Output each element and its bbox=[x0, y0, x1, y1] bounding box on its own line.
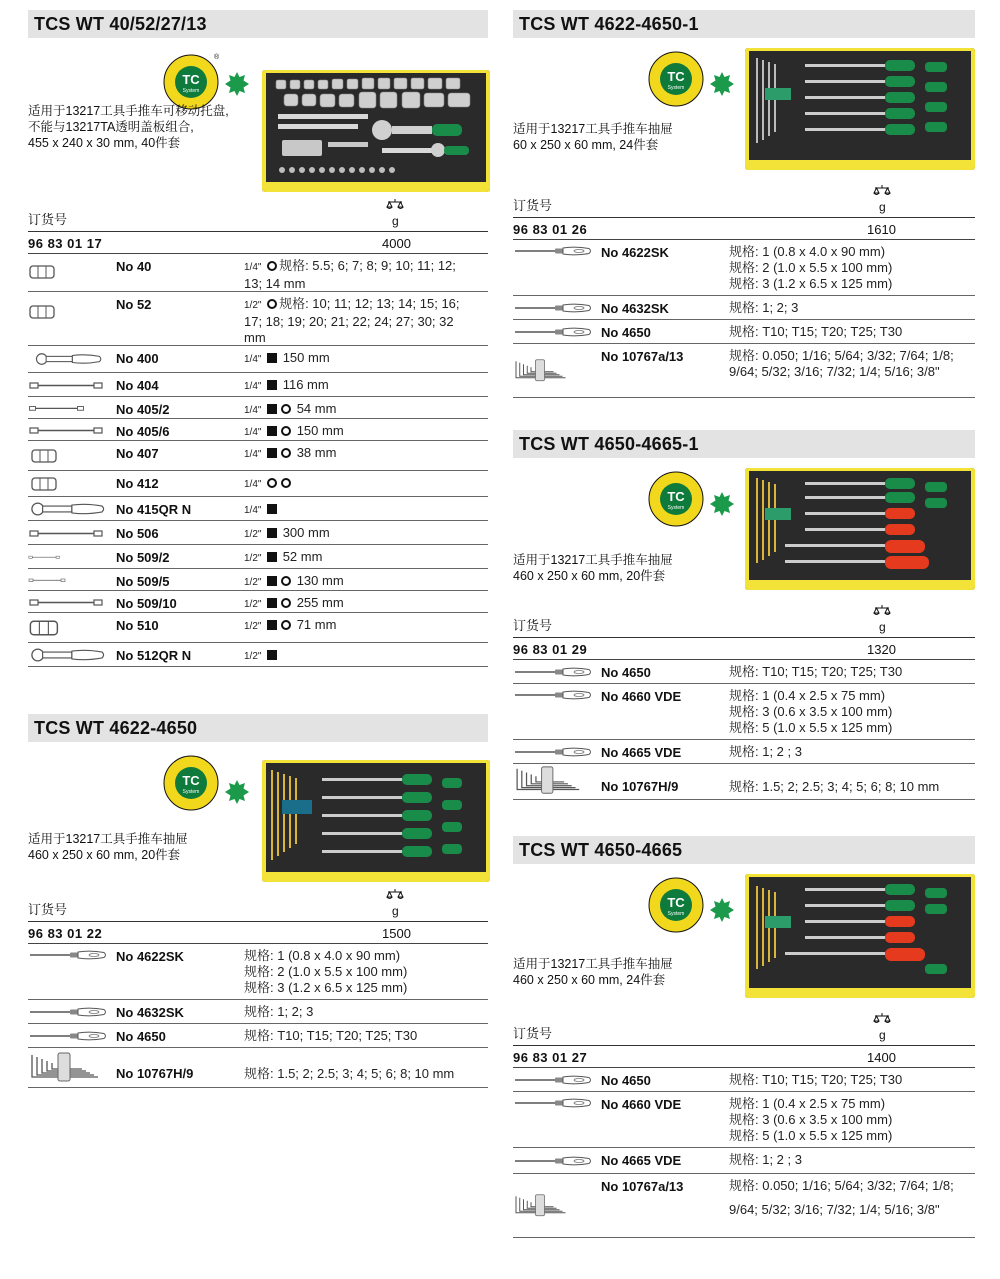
item-spec: 1/2" 52 mm bbox=[244, 549, 323, 564]
order-number-label: 订货号 bbox=[28, 902, 68, 917]
item-spec-line: 规格: T10; T15; T20; T25; T30 bbox=[729, 324, 903, 339]
weight-unit: g bbox=[392, 214, 399, 228]
list-item bbox=[28, 569, 488, 591]
order-number-label: 订货号 bbox=[513, 198, 553, 213]
unit-row bbox=[513, 1006, 975, 1046]
item-spec bbox=[729, 664, 902, 680]
hex-key-set-icon bbox=[28, 1051, 108, 1085]
weight-scale-icon bbox=[386, 198, 404, 212]
set-intro bbox=[28, 742, 488, 882]
item-spec: 1/2" 255 mm bbox=[244, 595, 344, 610]
badge-text: TC bbox=[182, 72, 200, 87]
list-item bbox=[513, 320, 975, 344]
item-name: No 412 bbox=[116, 476, 159, 491]
list-item bbox=[28, 441, 488, 471]
svg-text:®: ® bbox=[214, 54, 220, 61]
item-spec-line: 规格: 3 (1.2 x 6.5 x 125 mm) bbox=[729, 276, 893, 291]
unit-row bbox=[513, 178, 975, 218]
item-name: No 404 bbox=[116, 378, 159, 393]
set-title: TCS WT 40/52/27/13 bbox=[28, 10, 488, 38]
item-name: No 509/5 bbox=[116, 574, 170, 589]
list-item bbox=[513, 740, 975, 764]
item-name: No 4660 VDE bbox=[601, 689, 682, 704]
item-name: No 4665 VDE bbox=[601, 1153, 682, 1168]
t-bar-icon bbox=[28, 528, 108, 538]
order-row bbox=[28, 922, 488, 944]
item-spec-line: 规格: 2 (1.0 x 5.5 x 100 mm) bbox=[729, 260, 893, 275]
set-section-tcs-wt-4650-4665-1 bbox=[513, 430, 975, 800]
item-spec-line: 13; 14 mm bbox=[244, 276, 306, 291]
t-bar-icon bbox=[28, 380, 108, 390]
item-name: No 407 bbox=[116, 446, 159, 461]
item-spec-line: 52 mm bbox=[282, 549, 323, 564]
item-spec-line: 规格: T10; T15; T20; T25; T30 bbox=[729, 1072, 903, 1087]
list-item bbox=[513, 764, 975, 800]
item-spec: 1/4" bbox=[244, 501, 279, 519]
screwdriver-icon bbox=[513, 327, 593, 337]
weight-scale-icon bbox=[873, 184, 891, 198]
screwdriver-icon bbox=[513, 303, 593, 313]
item-spec: 1/4" 54 mm bbox=[244, 401, 337, 416]
set-title: TCS WT 4650-4665 bbox=[513, 836, 975, 864]
vde-screwdriver-icon bbox=[513, 747, 593, 757]
weight-value: 1610 bbox=[867, 222, 896, 237]
set-description bbox=[513, 552, 743, 584]
item-name: No 10767H/9 bbox=[601, 779, 679, 794]
set-intro bbox=[513, 458, 975, 598]
screwdriver-icon bbox=[513, 246, 593, 256]
ratchet-icon bbox=[28, 647, 106, 663]
set-section-tcs-wt-4650-4665 bbox=[513, 836, 975, 1238]
item-spec: 1/4" 150 mm bbox=[244, 423, 344, 438]
desc-line: 不能与13217TA透明盖板组合, bbox=[28, 120, 194, 134]
item-spec-line: mm bbox=[244, 330, 266, 345]
item-spec-line: 规格: 1; 2; 3 bbox=[729, 300, 799, 315]
list-item bbox=[513, 660, 975, 684]
item-name: No 415QR N bbox=[116, 502, 192, 517]
list-item bbox=[28, 591, 488, 613]
item-spec bbox=[729, 1178, 954, 1218]
item-name: No 40 bbox=[116, 259, 152, 274]
set-description bbox=[28, 831, 258, 863]
extension-bar-icon bbox=[28, 403, 88, 413]
green-star-icon bbox=[709, 897, 735, 923]
weight-unit: g bbox=[879, 620, 886, 634]
order-row bbox=[513, 1046, 975, 1068]
weight-scale-icon bbox=[386, 888, 404, 902]
vde-screwdriver-icon bbox=[513, 1156, 593, 1166]
set-description bbox=[513, 121, 743, 153]
item-spec: 1/4" 116 mm bbox=[244, 377, 329, 392]
item-spec-line: 150 mm bbox=[282, 350, 330, 365]
set-title: TCS WT 4622-4650 bbox=[28, 714, 488, 742]
item-spec-line: 规格: 3 (0.6 x 3.5 x 100 mm) bbox=[729, 1112, 893, 1127]
extension-bar-icon bbox=[28, 425, 108, 435]
tray-photo bbox=[262, 70, 490, 192]
list-item bbox=[513, 1092, 975, 1148]
item-spec-line: 规格: 1.5; 2; 2.5; 3; 4; 5; 6; 8; 10 mm bbox=[244, 1066, 455, 1081]
list-item bbox=[28, 944, 488, 1000]
item-spec-line: 38 mm bbox=[296, 445, 337, 460]
tc-system-badge-icon bbox=[647, 876, 705, 934]
item-spec: 1/2" 规格: 10; 11; 12; 13; 14; 15; 16; 17; 18; 19; 20; 21; 22; 24; 27; 30; 32 mm bbox=[244, 296, 460, 345]
item-spec-line: 17; 18; 19; 20; 21; 22; 24; 27; 30; 32 bbox=[244, 314, 454, 329]
item-spec-line: 规格: 10; 11; 12; 13; 14; 15; 16; bbox=[279, 296, 460, 311]
badge-sub: System bbox=[667, 911, 685, 917]
item-name: No 10767a/13 bbox=[601, 1179, 684, 1194]
order-row bbox=[28, 232, 488, 254]
badge-sub: System bbox=[667, 85, 685, 91]
item-spec-line: 150 mm bbox=[296, 423, 344, 438]
item-name: No 510 bbox=[116, 618, 159, 633]
item-spec bbox=[729, 1152, 802, 1168]
item-spec-line: 规格: 0.050; 1/16; 5/64; 3/32; 7/64; 1/8; bbox=[729, 348, 954, 363]
tc-system-badge-icon bbox=[647, 50, 705, 108]
set-title: TCS WT 4650-4665-1 bbox=[513, 430, 975, 458]
list-item bbox=[513, 240, 975, 296]
desc-line: 460 x 250 x 60 mm, 20件套 bbox=[513, 569, 666, 583]
item-spec-line: 规格: 1 (0.8 x 4.0 x 90 mm) bbox=[244, 948, 401, 963]
extension-bar-icon bbox=[28, 597, 108, 607]
item-spec-line: 255 mm bbox=[296, 595, 344, 610]
list-item bbox=[28, 643, 488, 667]
desc-line: 60 x 250 x 60 mm, 24件套 bbox=[513, 138, 659, 152]
item-spec-line: 规格: 5 (1.0 x 5.5 x 125 mm) bbox=[729, 720, 893, 735]
set-intro bbox=[28, 38, 488, 192]
item-spec-line: 71 mm bbox=[296, 617, 337, 632]
order-number: 96 83 01 26 bbox=[513, 222, 588, 237]
item-name: No 4650 bbox=[601, 1073, 651, 1088]
tray-photo bbox=[745, 468, 975, 590]
screwdriver-icon bbox=[513, 1075, 593, 1085]
item-spec-line: 116 mm bbox=[282, 377, 329, 392]
badge-sub: System bbox=[667, 505, 685, 511]
list-item bbox=[28, 1048, 488, 1088]
item-spec-line: 54 mm bbox=[296, 401, 337, 416]
tray-photo bbox=[745, 874, 975, 998]
ratchet-icon bbox=[28, 501, 106, 517]
desc-line: 适用于13217工具手推车抽屉 bbox=[513, 957, 673, 971]
item-name: No 4622SK bbox=[116, 949, 184, 964]
item-spec-line: 规格: 1 (0.8 x 4.0 x 90 mm) bbox=[729, 244, 886, 259]
item-spec bbox=[244, 1004, 313, 1020]
item-name: No 4632SK bbox=[601, 301, 669, 316]
order-number: 96 83 01 29 bbox=[513, 642, 588, 657]
item-spec bbox=[729, 300, 798, 316]
item-name: No 405/2 bbox=[116, 402, 170, 417]
order-number: 96 83 01 22 bbox=[28, 926, 103, 941]
order-number: 96 83 01 27 bbox=[513, 1050, 588, 1065]
list-item bbox=[28, 1024, 488, 1048]
item-spec-line: 规格: 3 (1.2 x 6.5 x 125 mm) bbox=[244, 980, 408, 995]
list-item bbox=[513, 684, 975, 740]
item-name: No 4660 VDE bbox=[601, 1097, 682, 1112]
order-number: 96 83 01 17 bbox=[28, 236, 103, 251]
list-item bbox=[513, 1174, 975, 1238]
badge-text: TC bbox=[667, 489, 685, 504]
list-item bbox=[28, 471, 488, 497]
tray-photo bbox=[262, 760, 490, 882]
badge-sub: System bbox=[182, 88, 200, 94]
screwdriver-icon bbox=[28, 1031, 108, 1041]
green-star-icon bbox=[709, 491, 735, 517]
item-spec bbox=[244, 948, 407, 996]
list-item bbox=[28, 419, 488, 441]
item-spec-line: 规格: 2 (1.0 x 5.5 x 100 mm) bbox=[244, 964, 408, 979]
item-name: No 4632SK bbox=[116, 1005, 184, 1020]
adaptor-icon bbox=[28, 476, 62, 492]
item-spec bbox=[729, 348, 954, 380]
weight-value: 1320 bbox=[867, 642, 896, 657]
list-item bbox=[28, 292, 488, 346]
item-spec-line: 规格: 5 (1.0 x 5.5 x 125 mm) bbox=[729, 1128, 893, 1143]
screwdriver-icon bbox=[513, 667, 593, 677]
set-intro bbox=[513, 38, 975, 178]
item-name: No 10767a/13 bbox=[601, 349, 684, 364]
item-spec-line: 9/64; 5/32; 3/16; 7/32; 1/4; 5/16; 3/8" bbox=[729, 364, 940, 379]
hex-key-set-icon bbox=[513, 354, 573, 388]
order-number-label: 订货号 bbox=[513, 1026, 553, 1041]
item-name: No 4650 bbox=[601, 665, 651, 680]
set-section-tcs-wt-4622-4650 bbox=[28, 714, 488, 1088]
item-spec: 1/4" 150 mm bbox=[244, 350, 330, 365]
item-name: No 4650 bbox=[116, 1029, 166, 1044]
vde-screwdriver-icon bbox=[513, 1098, 593, 1108]
item-spec: 1/4" 38 mm bbox=[244, 445, 337, 460]
set-intro bbox=[513, 864, 975, 1006]
list-item bbox=[28, 254, 488, 292]
item-spec bbox=[729, 779, 939, 795]
list-item bbox=[28, 373, 488, 397]
item-spec bbox=[244, 1028, 417, 1044]
item-spec-line: 规格: 5.5; 6; 7; 8; 9; 10; 11; 12; bbox=[279, 258, 456, 273]
weight-unit: g bbox=[879, 1028, 886, 1042]
list-item bbox=[513, 296, 975, 320]
item-spec-line: 300 mm bbox=[282, 525, 330, 540]
item-spec-line: 130 mm bbox=[296, 573, 344, 588]
weight-unit: g bbox=[879, 200, 886, 214]
list-item bbox=[28, 613, 488, 643]
item-spec: 1/4" bbox=[244, 475, 293, 493]
item-spec: 1/2" 130 mm bbox=[244, 573, 344, 588]
extension-bar-icon bbox=[28, 552, 62, 562]
badge-text: TC bbox=[182, 773, 200, 788]
set-description bbox=[28, 103, 258, 151]
list-item bbox=[513, 344, 975, 398]
hex-key-set-icon bbox=[513, 765, 589, 797]
unit-row bbox=[28, 192, 488, 232]
item-name: No 10767H/9 bbox=[116, 1066, 194, 1081]
item-spec: 1/4" 规格: 5.5; 6; 7; 8; 9; 10; 11; 12; 13; 14 mm bbox=[244, 258, 456, 291]
item-spec-line: 规格: 3 (0.6 x 3.5 x 100 mm) bbox=[729, 704, 893, 719]
left-column bbox=[28, 10, 488, 1081]
tc-system-badge-icon bbox=[647, 470, 705, 528]
extension-bar-icon bbox=[28, 575, 68, 585]
screwdriver-icon bbox=[28, 950, 108, 960]
item-spec bbox=[729, 744, 802, 760]
socket-icon bbox=[28, 304, 58, 320]
item-spec bbox=[729, 1072, 902, 1088]
weight-value: 1400 bbox=[867, 1050, 896, 1065]
item-name: No 52 bbox=[116, 297, 152, 312]
hex-key-set-icon bbox=[513, 1188, 573, 1224]
green-star-icon bbox=[709, 71, 735, 97]
set-section-tcs-wt-4622-4650-1 bbox=[513, 10, 975, 398]
item-spec-line: 规格: 0.050; 1/16; 5/64; 3/32; 7/64; 1/8; bbox=[729, 1178, 954, 1193]
item-spec: 1/2" bbox=[244, 647, 279, 665]
badge-text: TC bbox=[667, 895, 685, 910]
item-spec-line: 规格: 1; 2 ; 3 bbox=[729, 1152, 802, 1167]
list-item bbox=[28, 521, 488, 545]
desc-line: 适用于13217工具手推车抽屉 bbox=[513, 122, 673, 136]
tc-system-badge-icon bbox=[162, 754, 220, 812]
item-spec-line: 规格: 1.5; 2; 2.5; 3; 4; 5; 6; 8; 10 mm bbox=[729, 779, 940, 794]
item-spec bbox=[729, 688, 892, 736]
item-spec-line: 规格: T10; T15; T20; T25; T30 bbox=[244, 1028, 418, 1043]
desc-line: 460 x 250 x 60 mm, 24件套 bbox=[513, 973, 666, 987]
weight-value: 1500 bbox=[382, 926, 411, 941]
desc-line: 适用于13217工具手推车抽屉 bbox=[28, 832, 188, 846]
item-spec-line: 规格: T10; T15; T20; T25; T30 bbox=[729, 664, 903, 679]
item-spec bbox=[729, 324, 902, 340]
set-section-tcs-wt-40-52-27-13 bbox=[28, 10, 488, 694]
green-star-icon bbox=[224, 71, 250, 97]
order-row bbox=[513, 218, 975, 240]
item-spec-line: 规格: 1; 2 ; 3 bbox=[729, 744, 802, 759]
universal-joint-icon bbox=[28, 619, 62, 637]
order-row bbox=[513, 638, 975, 660]
item-spec-line: 规格: 1; 2; 3 bbox=[244, 1004, 314, 1019]
unit-row bbox=[513, 598, 975, 638]
item-spec: 1/2" 300 mm bbox=[244, 525, 330, 540]
universal-joint-icon bbox=[28, 448, 62, 464]
list-item bbox=[28, 545, 488, 569]
desc-line: 455 x 240 x 30 mm, 40件套 bbox=[28, 136, 181, 150]
green-star-icon bbox=[224, 779, 250, 805]
item-spec bbox=[244, 1066, 454, 1082]
weight-value: 4000 bbox=[382, 236, 411, 251]
item-name: No 509/10 bbox=[116, 596, 177, 611]
desc-line: 适用于13217工具手推车抽屉 bbox=[513, 553, 673, 567]
badge-text: TC bbox=[667, 69, 685, 84]
list-item bbox=[28, 346, 488, 373]
item-spec bbox=[729, 1096, 892, 1144]
socket-icon bbox=[28, 264, 58, 280]
order-number-label: 订货号 bbox=[513, 618, 553, 633]
weight-scale-icon bbox=[873, 604, 891, 618]
item-name: No 509/2 bbox=[116, 550, 170, 565]
unit-row bbox=[28, 882, 488, 922]
item-spec-line: 规格: 1 (0.4 x 2.5 x 75 mm) bbox=[729, 688, 886, 703]
item-name: No 506 bbox=[116, 526, 159, 541]
desc-line: 适用于13217工具手推车可移动托盘, bbox=[28, 104, 229, 118]
item-name: No 4622SK bbox=[601, 245, 669, 260]
tray-photo bbox=[745, 48, 975, 170]
item-name: No 405/6 bbox=[116, 424, 170, 439]
screwdriver-icon bbox=[28, 1007, 108, 1017]
item-name: No 512QR N bbox=[116, 648, 192, 663]
item-name: No 4650 bbox=[601, 325, 651, 340]
list-item bbox=[513, 1148, 975, 1174]
weight-unit: g bbox=[392, 904, 399, 918]
item-spec bbox=[729, 244, 892, 292]
list-item bbox=[28, 497, 488, 521]
order-number-label: 订货号 bbox=[28, 212, 68, 227]
item-spec-line: 9/64; 5/32; 3/16; 7/32; 1/4; 5/16; 3/8" bbox=[729, 1202, 940, 1217]
list-item bbox=[28, 397, 488, 419]
set-title: TCS WT 4622-4650-1 bbox=[513, 10, 975, 38]
item-name: No 4665 VDE bbox=[601, 745, 682, 760]
screwdriver-handle-icon bbox=[28, 352, 108, 366]
list-item bbox=[28, 1000, 488, 1024]
item-spec: 1/2" 71 mm bbox=[244, 617, 337, 632]
vde-screwdriver-icon bbox=[513, 690, 593, 700]
item-name: No 400 bbox=[116, 351, 159, 366]
weight-scale-icon bbox=[873, 1012, 891, 1026]
item-spec-line: 规格: 1 (0.4 x 2.5 x 75 mm) bbox=[729, 1096, 886, 1111]
list-item bbox=[513, 1068, 975, 1092]
set-description bbox=[513, 956, 743, 988]
badge-sub: System bbox=[182, 789, 200, 795]
desc-line: 460 x 250 x 60 mm, 20件套 bbox=[28, 848, 181, 862]
